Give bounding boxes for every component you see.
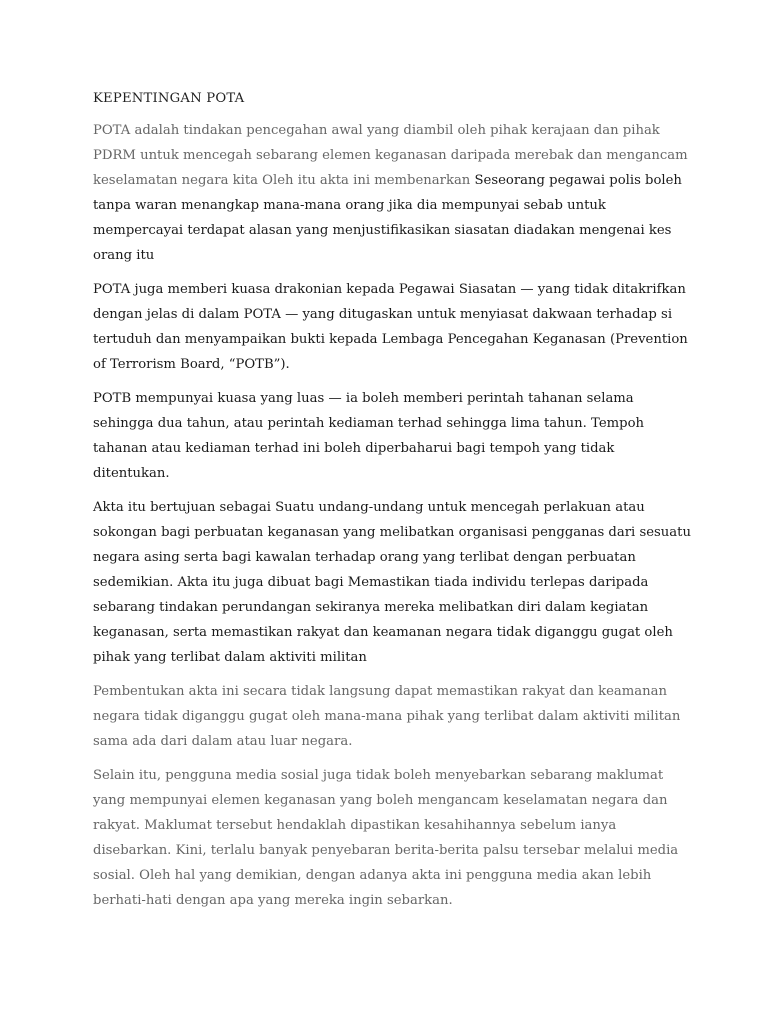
document-page <box>93 86 693 922</box>
paragraph-4: Akta itu bertujuan sebagai Suatu undang-undang untuk mencegah perlakuan atau sokongan bagi perbuatan keganasan yang melibatkan organisasi pengganas dari sesuatu negara asing serta bagi kawalan terhadap orang yang terlibat dengan perbuatan sedemikian. Akta itu juga dibuat bagi Memastikan tiada individu terlepas daripada sebarang tindakan perundangan sekiranya mereka melibatkan diri dalam kegiatan keganasan, serta memastikan rakyat dan keamanan negara tidak diganggu gugat oleh pihak yang terlibat dalam aktiviti militan <box>93 500 691 665</box>
document-title: KEPENTINGAN POTA <box>93 91 245 106</box>
paragraph-5: Pembentukan akta ini secara tidak langsung dapat memastikan rakyat dan keamanan negara tidak diganggu gugat oleh mana-mana pihak yang terlibat dalam aktiviti militan sama ada dari dalam atau luar negara. <box>93 684 681 749</box>
paragraph-1-quote: Seseorang pegawai polis boleh tanpa waran menangkap mana-mana orang jika dia mempunyai sebab untuk mempercayai terdapat alasan yang menjustifikasikan siasatan diadakan mengenai kes orang itu <box>93 173 682 263</box>
paragraph-2: POTA juga memberi kuasa drakonian kepada Pegawai Siasatan — yang tidak ditakrifkan dengan jelas di dalam POTA — yang ditugaskan untuk menyiasat dakwaan terhadap si tertuduh dan menyampaikan bukti kepada Lembaga Pencegahan Keganasan (Prevention of Terrorism Board, “POTB”). <box>93 282 688 372</box>
paragraph-6: Selain itu, pengguna media sosial juga tidak boleh menyebarkan sebarang maklumat yang mempunyai elemen keganasan yang boleh mengancam keselamatan negara dan rakyat. Maklumat tersebut hendaklah dipastikan kesahihannya sebelum ianya disebarkan. Kini, terlalu banyak penyebaran berita-berita palsu tersebar melalui media sosial. Oleh hal yang demikian, dengan adanya akta ini pengguna media akan lebih berhati-hati dengan apa yang mereka ingin sebarkan. <box>93 768 679 908</box>
paragraph-1-intro: POTA adalah tindakan pencegahan awal yang diambil oleh pihak kerajaan dan pihak PDRM untuk mencegah sebarang elemen keganasan daripada merebak dan mengancam keselamatan negara kita Oleh itu akta ini membenarkan <box>93 123 688 188</box>
paragraph-1 <box>93 118 693 268</box>
paragraph-3: POTB mempunyai kuasa yang luas — ia boleh memberi perintah tahanan selama sehingga dua tahun, atau perintah kediaman terhad sehingga lima tahun. Tempoh tahanan atau kediaman terhad ini boleh diperbaharui bagi tempoh yang tidak ditentukan. <box>93 391 645 481</box>
